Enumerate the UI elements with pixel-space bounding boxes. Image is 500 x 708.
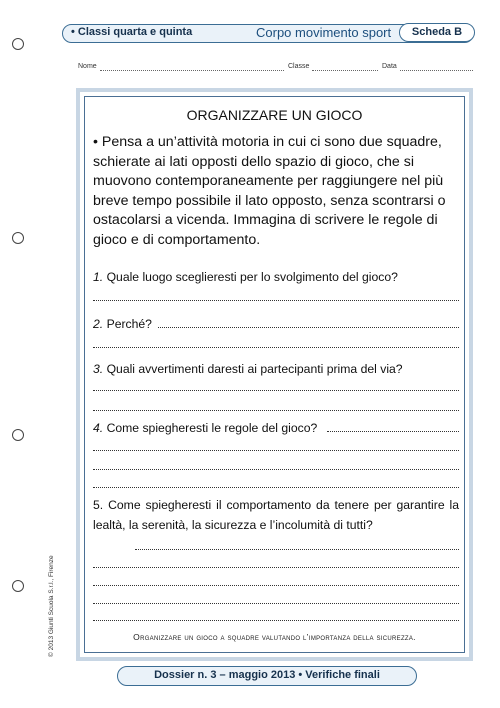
binder-hole-2	[12, 232, 24, 244]
activity-footnote: Organizzare un gioco a squadre valutando l’importanza della sicurezza.	[133, 632, 416, 642]
answer-line[interactable]	[327, 431, 459, 432]
date-label: Data	[382, 63, 397, 70]
name-label: Nome	[78, 63, 97, 70]
question-1	[93, 267, 459, 287]
answer-line[interactable]	[93, 450, 459, 451]
answer-line[interactable]	[93, 585, 459, 586]
answer-line[interactable]	[135, 549, 459, 550]
header-subject: Corpo movimento sport	[256, 25, 392, 40]
answer-line[interactable]	[93, 620, 459, 621]
question-text: Perché?	[106, 317, 152, 331]
worksheet-panel	[84, 96, 465, 653]
answer-line[interactable]	[93, 390, 459, 391]
question-number: 4.	[93, 421, 104, 435]
question-3	[93, 359, 459, 379]
question-text: Quale luogo sceglieresti per lo svolgimento del gioco?	[106, 270, 398, 284]
question-number: 5.	[93, 498, 104, 512]
answer-line[interactable]	[93, 469, 459, 470]
binder-hole-1	[12, 38, 24, 50]
question-number: 3.	[93, 362, 104, 376]
header-bar	[62, 24, 474, 43]
answer-line[interactable]	[93, 567, 459, 568]
header-class-label: • Classi quarta e quinta	[71, 26, 193, 38]
copyright-notice: © 2013 Giunti Scuola S.r.l., Firenze	[48, 555, 55, 657]
question-2	[93, 314, 459, 334]
class-label: Classe	[288, 63, 310, 70]
question-number: 1.	[93, 270, 104, 284]
binder-hole-3	[12, 429, 24, 441]
answer-line[interactable]	[93, 603, 459, 604]
name-field[interactable]	[100, 70, 284, 71]
question-4	[93, 418, 459, 438]
question-number: 2.	[93, 317, 104, 331]
intro-text: • Pensa a un’attività motoria in cui ci sono due squadre, schierate ai lati opposti dello spazio di gioco, che si muovono contemporaneamente per raggiungere nel più breve tempo possibile il lato opposto, senza scontrarsi o ostacolarsi a vicenda. Immagina di scrivere le regole di gioco e di comportamento.	[93, 134, 446, 248]
footer-bar: Dossier n. 3 – maggio 2013 • Verifiche finali	[117, 666, 417, 686]
answer-line[interactable]	[93, 410, 459, 411]
answer-line[interactable]	[93, 487, 459, 488]
question-5	[93, 495, 459, 535]
answer-line[interactable]	[93, 347, 459, 348]
question-text: Come spiegheresti il comportamento da tenere per garantire la lealtà, la serenità, la sicurezza e l’incolumità di tutti?	[93, 498, 459, 532]
header-sheet-badge: Scheda B	[399, 23, 475, 42]
question-text: Come spiegheresti le regole del gioco?	[106, 421, 318, 435]
binder-hole-4	[12, 580, 24, 592]
worksheet-title: ORGANIZZARE UN GIOCO	[186, 107, 363, 123]
answer-line[interactable]	[158, 327, 459, 328]
question-text: Quali avvertimenti daresti ai partecipanti prima del via?	[106, 362, 403, 376]
answer-line[interactable]	[93, 300, 459, 301]
class-field[interactable]	[312, 70, 378, 71]
date-field[interactable]	[400, 70, 473, 71]
